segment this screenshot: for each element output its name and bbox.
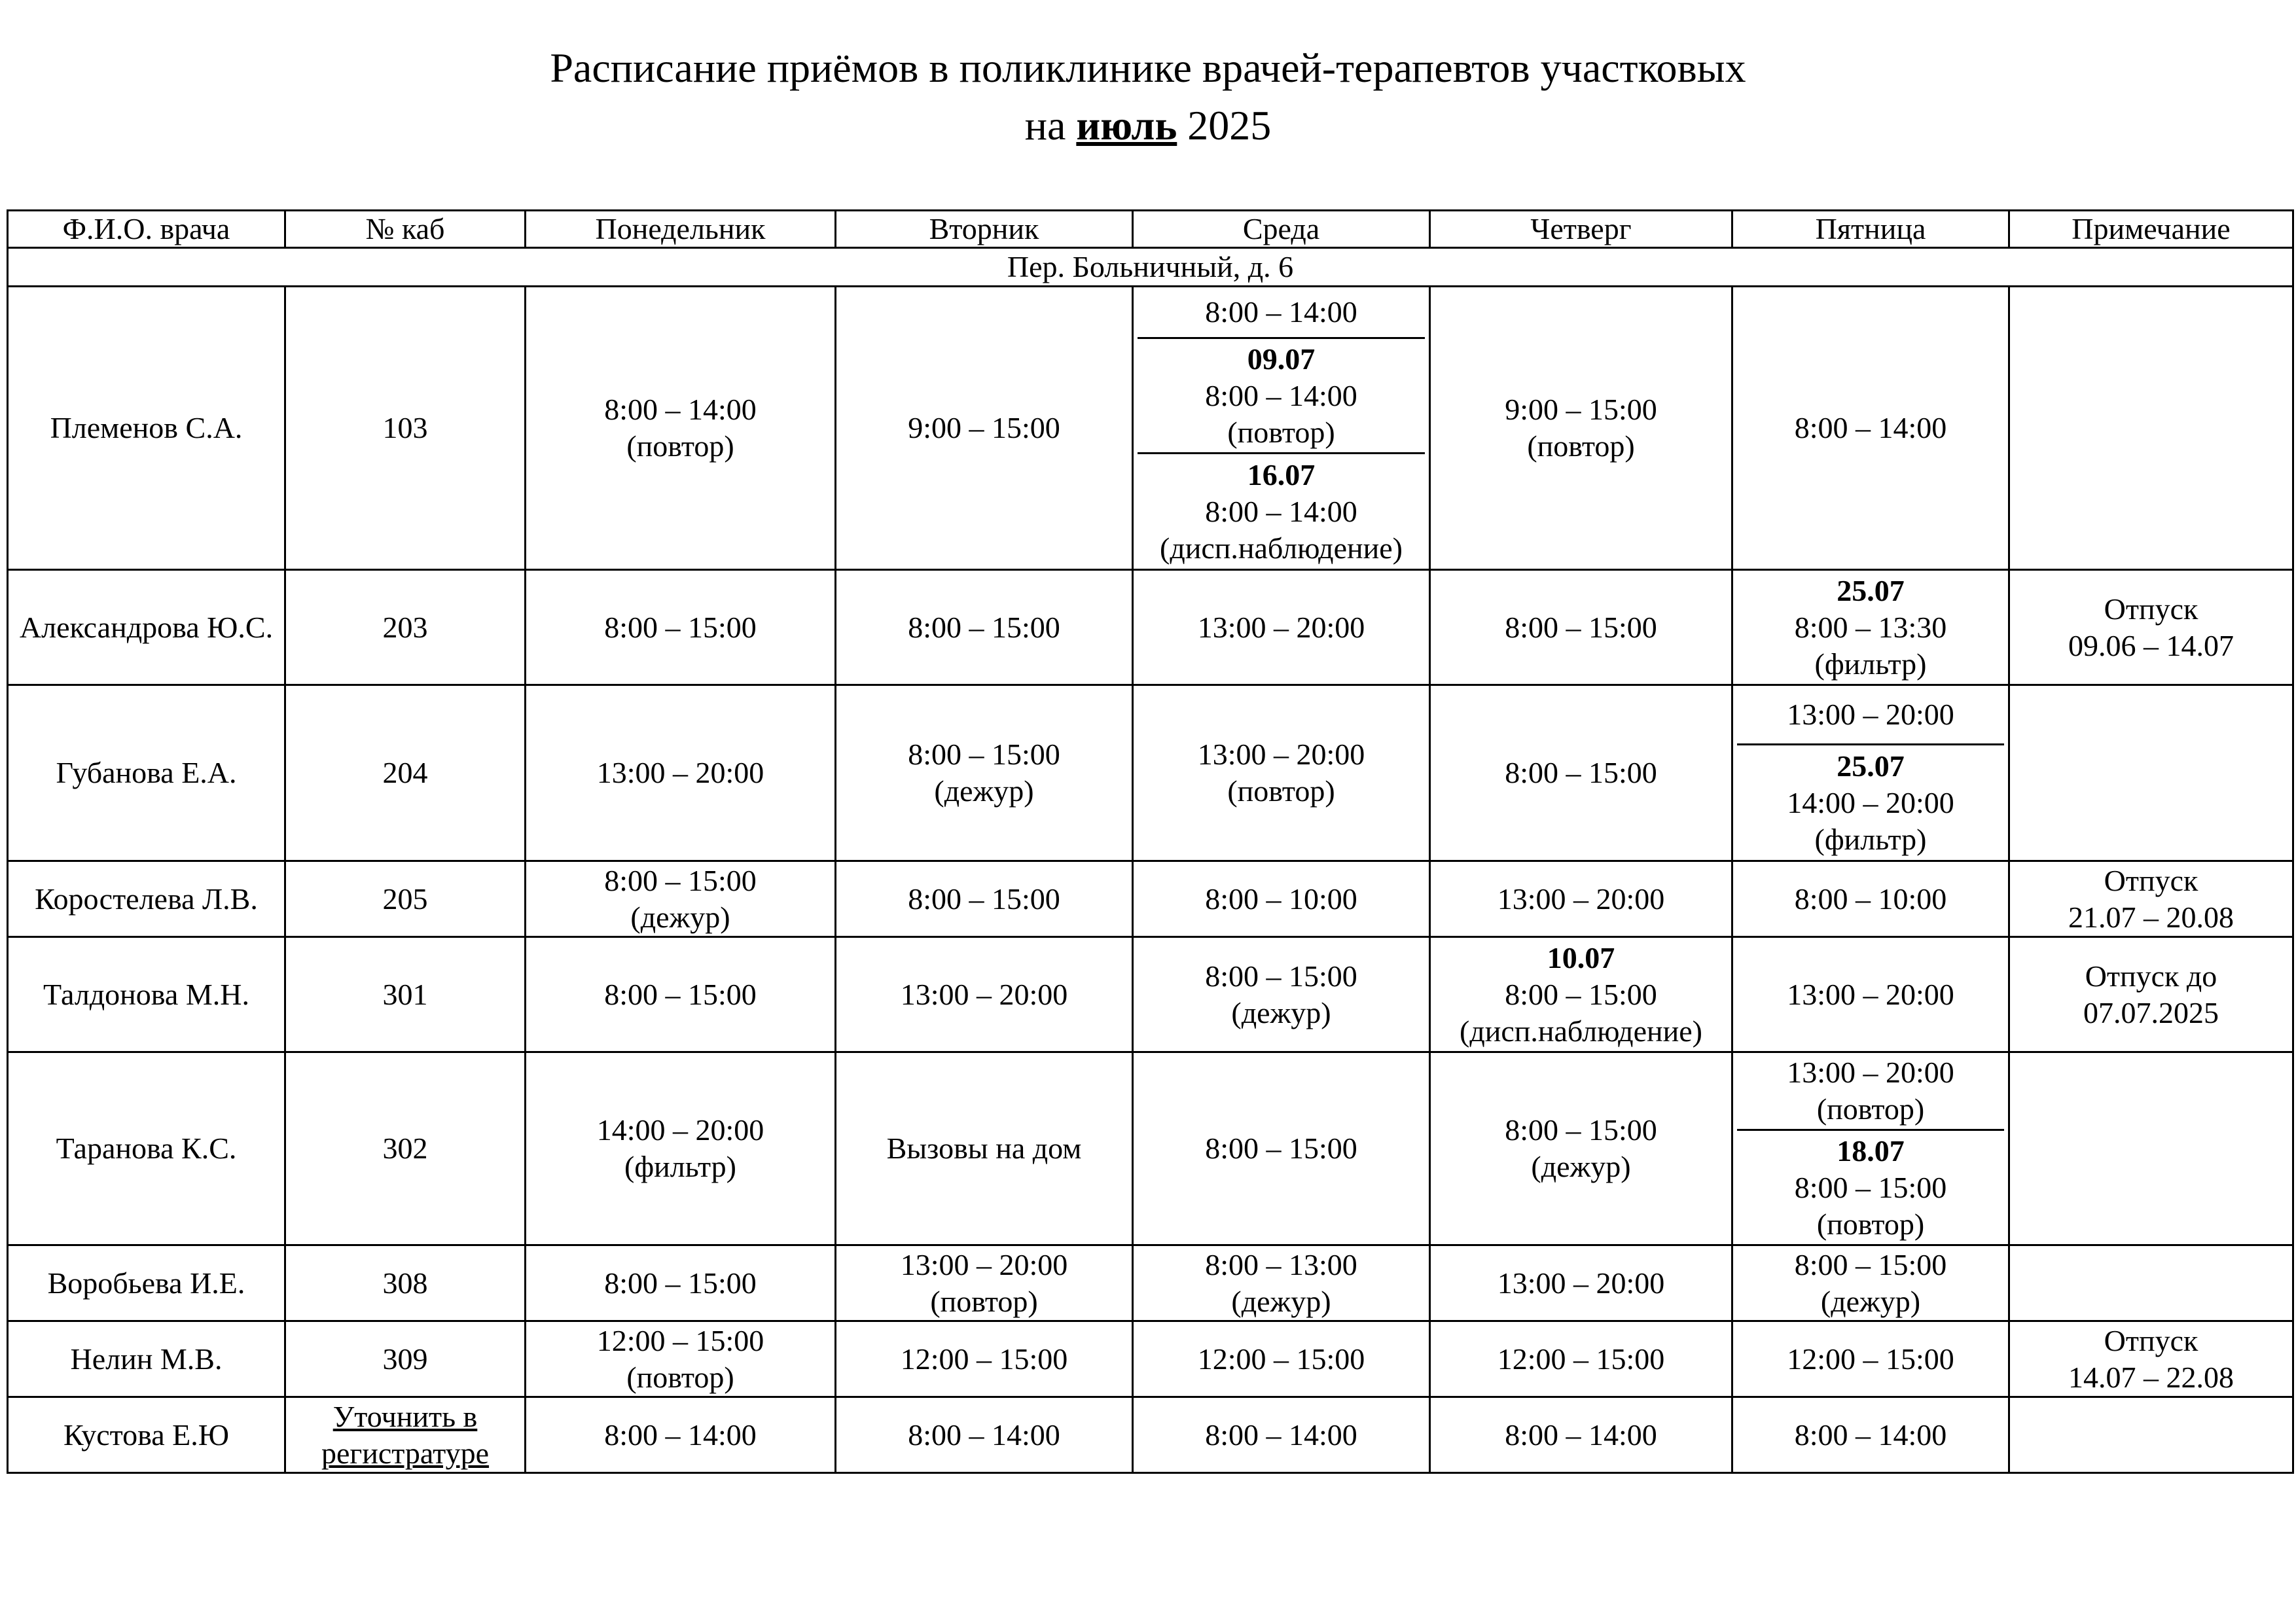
- note-text: Отпуск: [2104, 592, 2198, 626]
- cabinet-number: 302: [285, 1052, 526, 1245]
- tuesday-cell: 8:00 – 15:00: [836, 861, 1133, 937]
- header-doctor: Ф.И.О. врача: [8, 211, 285, 248]
- sub-cell: [1737, 686, 2004, 743]
- type-text: (дежур): [1231, 1284, 1331, 1318]
- doctor-name: Нелин М.В.: [8, 1321, 285, 1397]
- doctor-name: Губанова Е.А.: [8, 685, 285, 861]
- tuesday-cell: 8:00 – 15:00: [836, 570, 1133, 685]
- header-tuesday: Вторник: [836, 211, 1133, 248]
- cabinet-number: 301: [285, 937, 526, 1052]
- time-text: 8:00 – 15:00: [604, 863, 757, 897]
- time-text: 14:00 – 20:00: [1787, 785, 1954, 819]
- type-text: (повтор): [1816, 1092, 1925, 1126]
- address-row: [8, 248, 2293, 287]
- note-cell: [2009, 937, 2293, 1052]
- type-text: (повтор): [1816, 1207, 1925, 1241]
- type-text: (фильтр): [624, 1150, 736, 1183]
- date-text: 09.07: [1247, 342, 1316, 376]
- tuesday-cell: 8:00 – 14:00: [836, 1397, 1133, 1473]
- document-title: [0, 39, 2296, 154]
- type-text: (повтор): [626, 429, 734, 463]
- time-text: 8:00 – 14:00: [604, 393, 757, 426]
- table-row: [8, 1052, 2293, 1245]
- thursday-cell: 8:00 – 15:00: [1430, 685, 1732, 861]
- type-text: (дежур): [1820, 1284, 1921, 1318]
- friday-cell: [1732, 287, 2009, 570]
- time-text: 8:00 – 14:00: [1205, 295, 1357, 329]
- type-text: (повтор): [1227, 774, 1335, 808]
- time-text: 8:00 – 15:00: [1794, 1247, 1947, 1281]
- time-text: 8:00 – 15:00: [1505, 977, 1657, 1011]
- tuesday-cell: [836, 685, 1133, 861]
- type-text: (дежур): [1231, 995, 1331, 1029]
- sub-cell: [1737, 1129, 2004, 1244]
- date-text: 16.07: [1247, 457, 1316, 491]
- type-text: (повтор): [1527, 429, 1635, 463]
- time-text: 8:00 – 15:00: [1505, 1113, 1657, 1147]
- type-text: (повтор): [626, 1360, 734, 1394]
- time-text: 8:00 – 13:00: [1205, 1247, 1357, 1281]
- time-text: 8:00 – 14:00: [1205, 378, 1357, 412]
- wednesday-cell: [1133, 1245, 1430, 1321]
- tuesday-cell: [836, 1245, 1133, 1321]
- note-cell: [2009, 1245, 2293, 1321]
- doctor-name: Таранова К.С.: [8, 1052, 285, 1245]
- type-text: (фильтр): [1814, 647, 1927, 681]
- note-dates: 14.07 – 22.08: [2068, 1360, 2234, 1394]
- note-cell: [2009, 287, 2293, 570]
- friday-cell: 12:00 – 15:00: [1732, 1321, 2009, 1397]
- header-cabinet: № каб: [285, 211, 526, 248]
- time-text: 9:00 – 15:00: [908, 411, 1060, 444]
- table-row: [8, 1245, 2293, 1321]
- table-row: [8, 570, 2293, 685]
- address-cell: Пер. Больничный, д. 6: [8, 248, 2293, 287]
- friday-cell: [1732, 570, 2009, 685]
- sub-cell: [1737, 1053, 2004, 1129]
- note-text: Отпуск: [2104, 1323, 2198, 1357]
- cabinet-number: [285, 1397, 526, 1473]
- header-wednesday: Среда: [1133, 211, 1430, 248]
- title-year: 2025: [1187, 102, 1272, 149]
- table-row: [8, 1321, 2293, 1397]
- time-text: 12:00 – 15:00: [596, 1323, 764, 1357]
- friday-cell: 13:00 – 20:00: [1732, 937, 2009, 1052]
- cabinet-number: 203: [285, 570, 526, 685]
- wednesday-cell: 12:00 – 15:00: [1133, 1321, 1430, 1397]
- wednesday-cell: [1133, 685, 1430, 861]
- note-cell: [2009, 1052, 2293, 1245]
- table-row: [8, 1397, 2293, 1473]
- thursday-cell: 8:00 – 15:00: [1430, 570, 1732, 685]
- date-text: 25.07: [1837, 749, 1905, 783]
- sub-cell: [1138, 287, 1425, 337]
- title-line-1: Расписание приёмов в поликлинике врачей-терапевтов участковых: [550, 45, 1746, 91]
- tuesday-cell: [836, 287, 1133, 570]
- cabinet-number: 103: [285, 287, 526, 570]
- date-text: 25.07: [1837, 573, 1905, 607]
- note-dates: 09.06 – 14.07: [2068, 628, 2234, 662]
- time-text: 8:00 – 13:30: [1794, 610, 1947, 644]
- note-cell: [2009, 685, 2293, 861]
- tuesday-cell: 13:00 – 20:00: [836, 937, 1133, 1052]
- date-text: 18.07: [1837, 1133, 1905, 1168]
- wednesday-cell: [1133, 287, 1430, 570]
- cabinet-number: 205: [285, 861, 526, 937]
- title-line-2: [0, 97, 2296, 154]
- monday-cell: 8:00 – 15:00: [526, 1245, 836, 1321]
- tuesday-cell: 12:00 – 15:00: [836, 1321, 1133, 1397]
- type-text: (дежур): [630, 900, 730, 934]
- doctor-name: Коростелева Л.В.: [8, 861, 285, 937]
- sub-cell: [1138, 337, 1425, 452]
- note-cell: [2009, 1397, 2293, 1473]
- note-text: Отпуск до: [2085, 959, 2217, 993]
- note-dates: 21.07 – 20.08: [2068, 900, 2234, 934]
- cabinet-number: 309: [285, 1321, 526, 1397]
- title-month: июль: [1076, 102, 1177, 149]
- friday-cell: [1732, 685, 2009, 861]
- type-text: (повтор): [1227, 415, 1335, 449]
- thursday-cell: 12:00 – 15:00: [1430, 1321, 1732, 1397]
- time-text: 13:00 – 20:00: [1197, 738, 1365, 771]
- cabinet-note: регистратуре: [321, 1436, 490, 1470]
- type-text: (фильтр): [1814, 822, 1927, 856]
- sub-cell: [1138, 452, 1425, 569]
- monday-cell: 13:00 – 20:00: [526, 685, 836, 861]
- note-cell: [2009, 861, 2293, 937]
- doctor-name: Воробьева И.Е.: [8, 1245, 285, 1321]
- doctor-name: Талдонова М.Н.: [8, 937, 285, 1052]
- header-row: [8, 211, 2293, 248]
- note-cell: [2009, 570, 2293, 685]
- date-text: 10.07: [1547, 940, 1615, 974]
- time-text: 9:00 – 15:00: [1505, 393, 1657, 426]
- thursday-cell: 13:00 – 20:00: [1430, 861, 1732, 937]
- monday-cell: [526, 287, 836, 570]
- thursday-cell: [1430, 287, 1732, 570]
- monday-cell: [526, 861, 836, 937]
- type-text: (дежур): [1531, 1150, 1631, 1183]
- time-text: 13:00 – 20:00: [900, 1247, 1068, 1281]
- doctor-name: Племенов С.А.: [8, 287, 285, 570]
- wednesday-cell: 8:00 – 14:00: [1133, 1397, 1430, 1473]
- thursday-cell: [1430, 937, 1732, 1052]
- monday-cell: 8:00 – 14:00: [526, 1397, 836, 1473]
- type-text: (дежур): [934, 774, 1034, 808]
- sub-cell: [1737, 743, 2004, 860]
- title-prefix: на: [1024, 102, 1066, 149]
- time-text: 8:00 – 15:00: [1205, 959, 1357, 993]
- table-row: [8, 937, 2293, 1052]
- table-row: [8, 287, 2293, 570]
- time-text: 8:00 – 15:00: [1794, 1170, 1947, 1204]
- time-text: 8:00 – 14:00: [1794, 411, 1947, 444]
- doctor-name: Александрова Ю.С.: [8, 570, 285, 685]
- table-row: [8, 685, 2293, 861]
- header-friday: Пятница: [1732, 211, 2009, 248]
- header-note: Примечание: [2009, 211, 2293, 248]
- type-text: (повтор): [930, 1284, 1038, 1318]
- cabinet-number: 204: [285, 685, 526, 861]
- monday-cell: 8:00 – 15:00: [526, 937, 836, 1052]
- schedule-table: [7, 209, 2294, 1474]
- monday-cell: [526, 1052, 836, 1245]
- cabinet-note: Уточнить в: [332, 1399, 478, 1433]
- time-text: 8:00 – 15:00: [908, 738, 1060, 771]
- monday-cell: [526, 1321, 836, 1397]
- type-text: (дисп.наблюдение): [1160, 531, 1403, 565]
- thursday-cell: 8:00 – 14:00: [1430, 1397, 1732, 1473]
- note-dates: 07.07.2025: [2083, 995, 2219, 1029]
- wednesday-cell: [1133, 937, 1430, 1052]
- friday-cell: 8:00 – 10:00: [1732, 861, 2009, 937]
- friday-cell: [1732, 1245, 2009, 1321]
- friday-cell: 8:00 – 14:00: [1732, 1397, 2009, 1473]
- time-text: 13:00 – 20:00: [1787, 1056, 1954, 1089]
- time-text: 8:00 – 14:00: [1205, 494, 1357, 528]
- note-text: Отпуск: [2104, 863, 2198, 897]
- wednesday-cell: 8:00 – 15:00: [1133, 1052, 1430, 1245]
- wednesday-cell: 13:00 – 20:00: [1133, 570, 1430, 685]
- table-row: [8, 861, 2293, 937]
- monday-cell: 8:00 – 15:00: [526, 570, 836, 685]
- note-cell: [2009, 1321, 2293, 1397]
- time-text: 14:00 – 20:00: [596, 1113, 764, 1147]
- thursday-cell: [1430, 1052, 1732, 1245]
- cabinet-number: 308: [285, 1245, 526, 1321]
- friday-cell: [1732, 1052, 2009, 1245]
- header-thursday: Четверг: [1430, 211, 1732, 248]
- doctor-name: Кустова Е.Ю: [8, 1397, 285, 1473]
- time-text: 13:00 – 20:00: [1787, 698, 1954, 731]
- tuesday-cell: Вызовы на дом: [836, 1052, 1133, 1245]
- header-monday: Понедельник: [526, 211, 836, 248]
- thursday-cell: 13:00 – 20:00: [1430, 1245, 1732, 1321]
- type-text: (дисп.наблюдение): [1460, 1014, 1702, 1048]
- wednesday-cell: 8:00 – 10:00: [1133, 861, 1430, 937]
